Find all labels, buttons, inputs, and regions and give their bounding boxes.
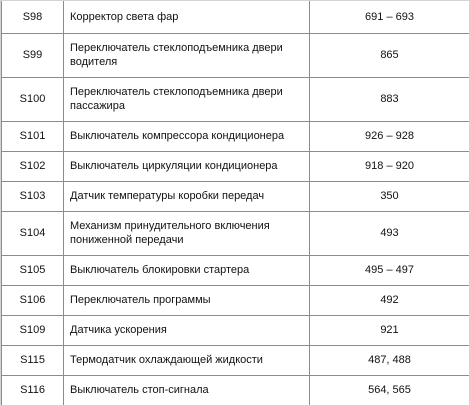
row-name: Датчик температуры коробки передач (64, 181, 310, 211)
row-code: S109 (2, 315, 64, 345)
table-row (2, 121, 470, 151)
row-name: Выключатель циркуляции кондиционера (64, 151, 310, 181)
row-code: S104 (2, 211, 64, 255)
row-name: Датчика ускорения (64, 315, 310, 345)
row-pages: 495 – 497 (310, 255, 470, 285)
row-pages: 918 – 920 (310, 151, 470, 181)
table-row (2, 375, 470, 405)
row-name: Корректор света фар (64, 1, 310, 33)
row-pages: 691 – 693 (310, 1, 470, 33)
row-code: S100 (2, 77, 64, 121)
row-code: S102 (2, 151, 64, 181)
table-row (2, 345, 470, 375)
table-row (2, 33, 470, 77)
row-code: S101 (2, 121, 64, 151)
row-pages: 492 (310, 285, 470, 315)
row-pages: 926 – 928 (310, 121, 470, 151)
row-code: S98 (2, 1, 64, 33)
row-name: Выключатель компрессора кондиционера (64, 121, 310, 151)
row-name: Выключатель блокировки стартера (64, 255, 310, 285)
row-name: Переключатель программы (64, 285, 310, 315)
row-pages: 487, 488 (310, 345, 470, 375)
table-row (2, 181, 470, 211)
row-name: Механизм принудительного включения пониженной передачи (64, 211, 310, 255)
row-code: S115 (2, 345, 64, 375)
table-row (2, 1, 470, 33)
row-code: S99 (2, 33, 64, 77)
row-name: Переключатель стеклоподъемника двери пассажира (64, 77, 310, 121)
row-pages: 564, 565 (310, 375, 470, 405)
row-pages: 865 (310, 33, 470, 77)
table-row (2, 151, 470, 181)
table-row (2, 315, 470, 345)
parts-table (1, 1, 470, 406)
table-row (2, 285, 470, 315)
row-code: S105 (2, 255, 64, 285)
row-name: Термодатчик охлаждающей жидкости (64, 345, 310, 375)
row-pages: 883 (310, 77, 470, 121)
row-pages: 921 (310, 315, 470, 345)
table-row (2, 211, 470, 255)
row-pages: 350 (310, 181, 470, 211)
row-code: S116 (2, 375, 64, 405)
row-pages: 493 (310, 211, 470, 255)
table-row (2, 77, 470, 121)
row-code: S106 (2, 285, 64, 315)
row-code: S103 (2, 181, 64, 211)
row-name: Переключатель стеклоподъемника двери водителя (64, 33, 310, 77)
table-row (2, 255, 470, 285)
row-name: Выключатель стоп-сигнала (64, 375, 310, 405)
